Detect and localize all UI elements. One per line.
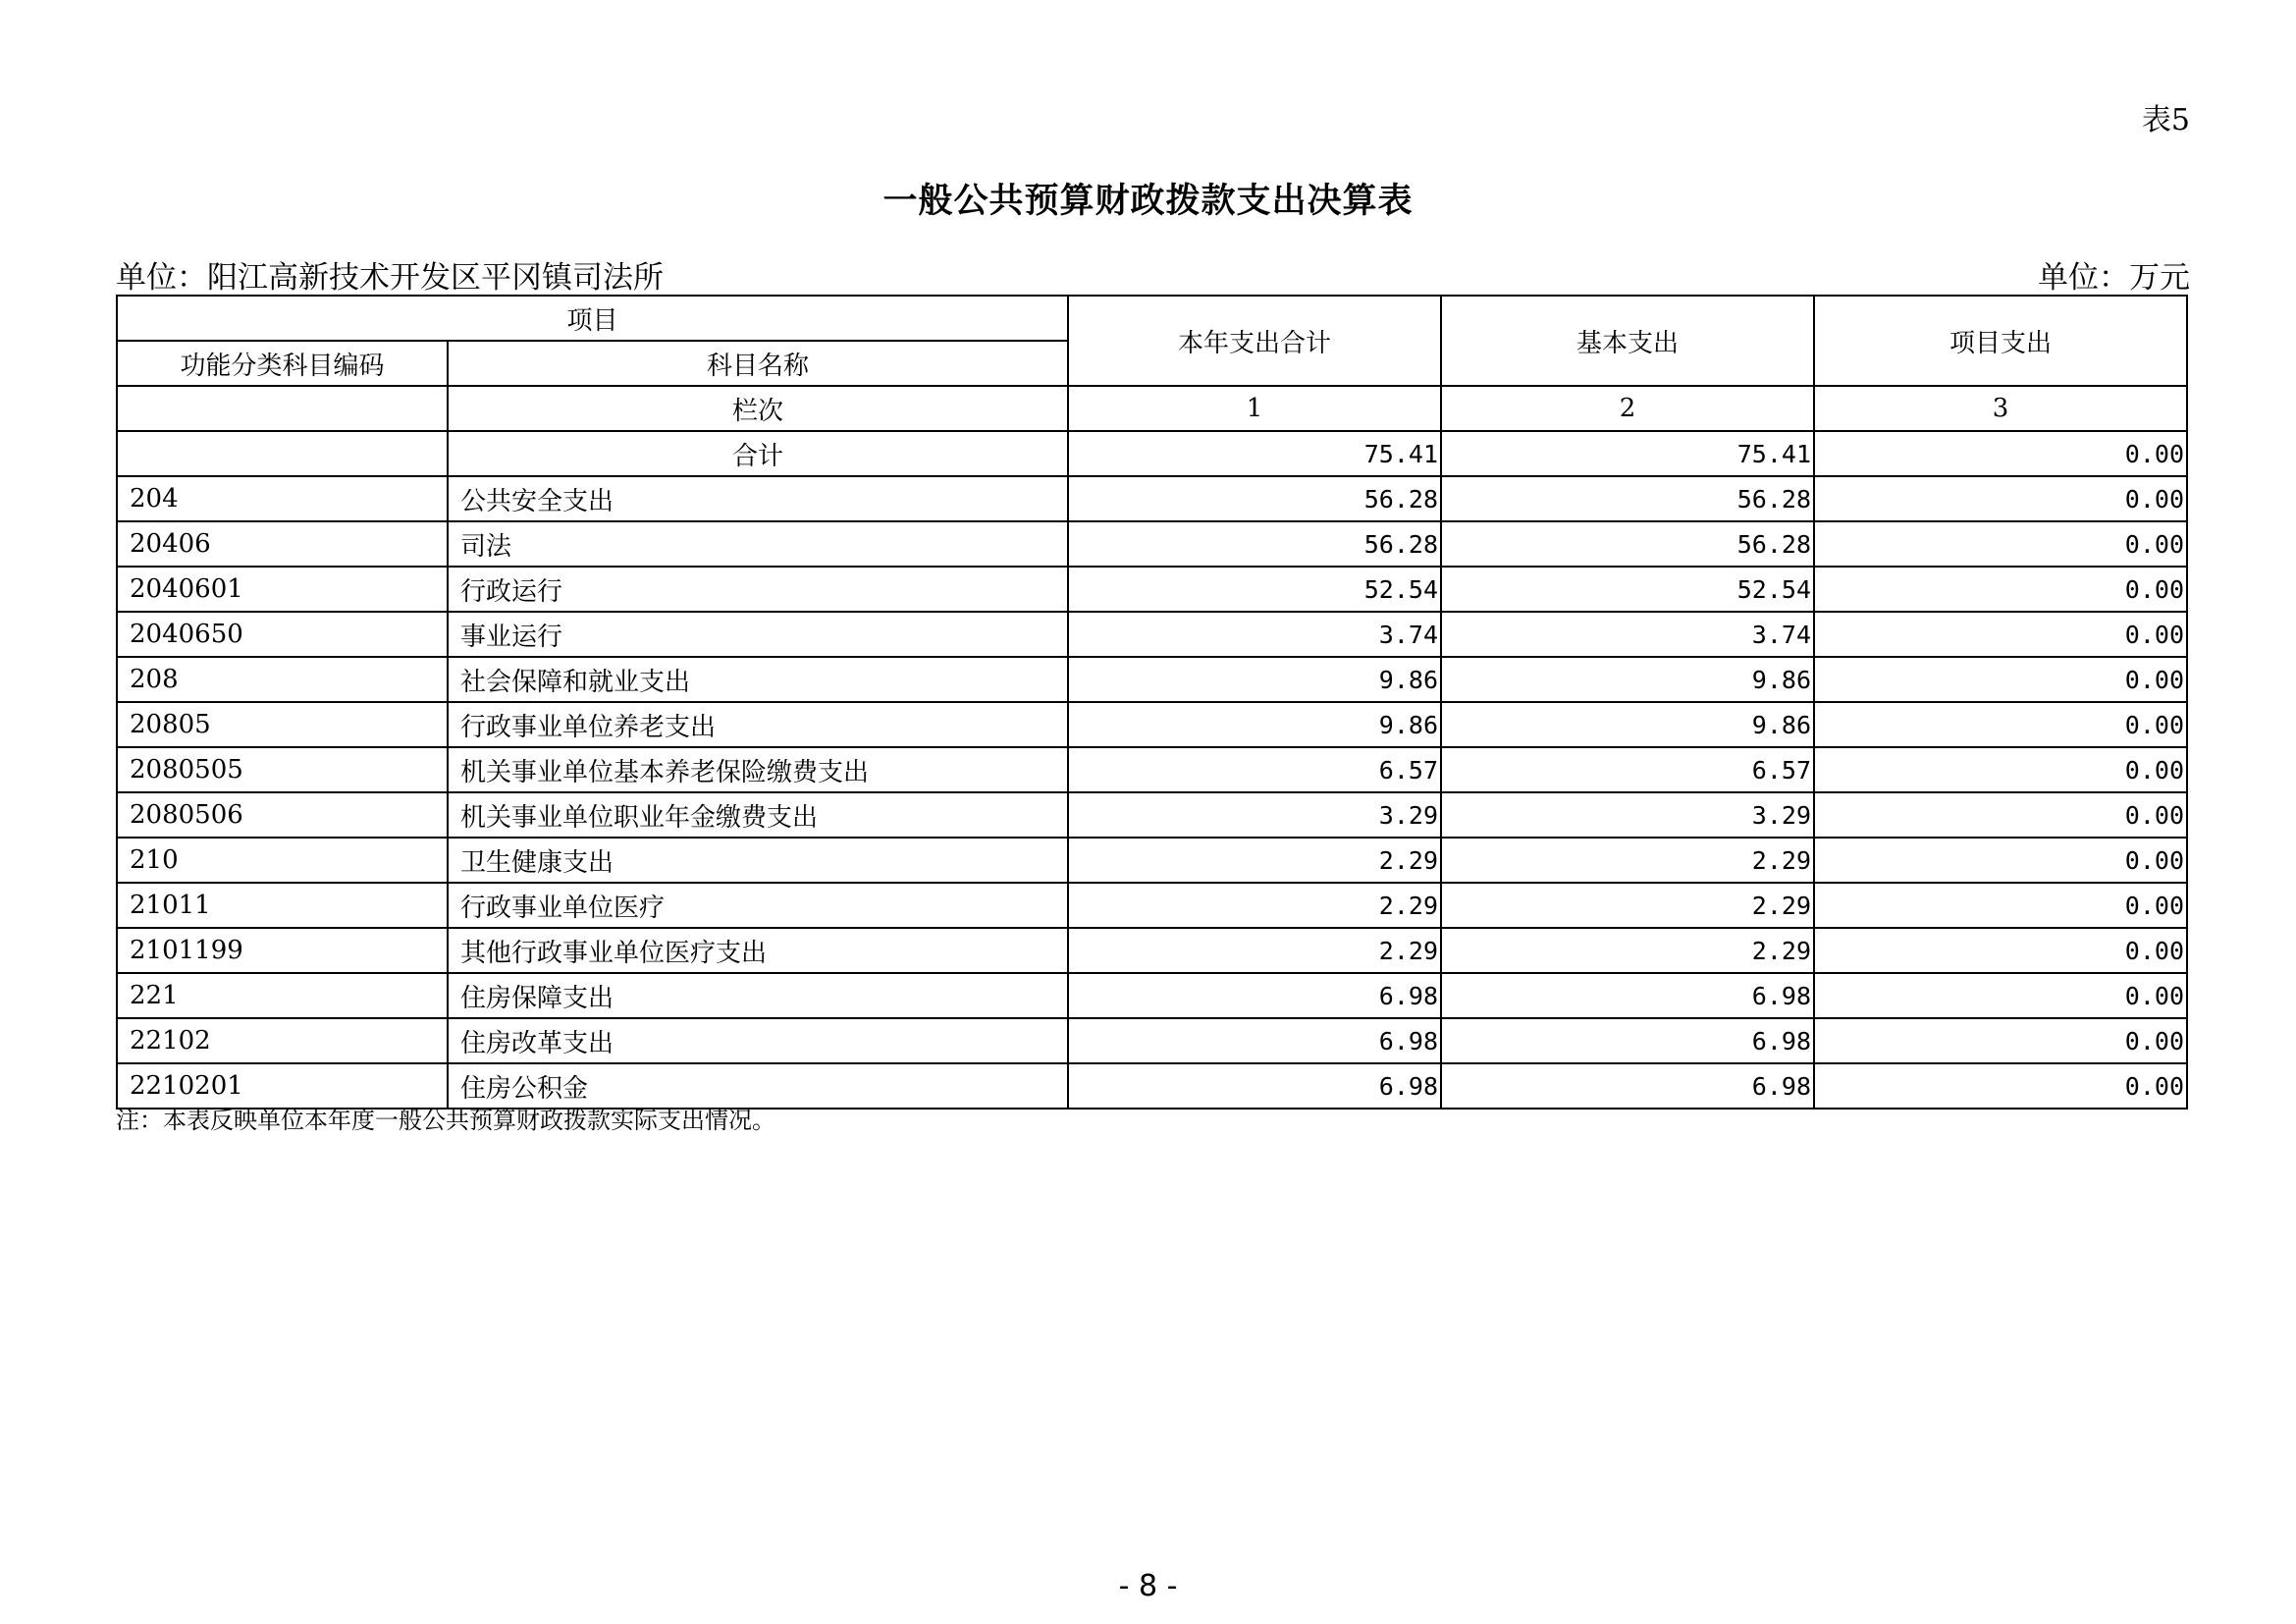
row-name: 住房改革支出: [448, 1018, 1068, 1063]
row-project: 0.00: [1814, 476, 2187, 521]
row-basic: 2.29: [1441, 838, 1814, 883]
total-row: [117, 431, 2187, 476]
row-project: 0.00: [1814, 883, 2187, 928]
row-total: 3.74: [1068, 612, 1441, 657]
row-code: 210: [117, 838, 448, 883]
row-project: 0.00: [1814, 928, 2187, 973]
row-basic: 52.54: [1441, 567, 1814, 612]
row-basic: 56.28: [1441, 476, 1814, 521]
row-total: 9.86: [1068, 702, 1441, 747]
row-total: 52.54: [1068, 567, 1441, 612]
row-name: 住房公积金: [448, 1063, 1068, 1109]
row-code: 2101199: [117, 928, 448, 973]
row-name: 公共安全支出: [448, 476, 1068, 521]
row-basic: 2.29: [1441, 928, 1814, 973]
page-number: - 8 -: [1118, 1569, 1178, 1603]
table-row: [117, 567, 2187, 612]
order-2: 2: [1441, 386, 1814, 431]
row-total: 6.98: [1068, 973, 1441, 1018]
row-basic: 6.98: [1441, 973, 1814, 1018]
header-code: 功能分类科目编码: [117, 341, 448, 386]
total-basic: 75.41: [1441, 431, 1814, 476]
row-code: 2210201: [117, 1063, 448, 1109]
expenditure-table: [116, 295, 2188, 1110]
table-row: [117, 476, 2187, 521]
table-number: 表5: [2141, 103, 2190, 137]
row-basic: 9.86: [1441, 702, 1814, 747]
header-total: 本年支出合计: [1068, 296, 1441, 386]
table-row: [117, 928, 2187, 973]
row-basic: 56.28: [1441, 521, 1814, 567]
order-label: 栏次: [448, 386, 1068, 431]
header-basic: 基本支出: [1441, 296, 1814, 386]
order-row: [117, 386, 2187, 431]
table-row: [117, 1018, 2187, 1063]
row-project: 0.00: [1814, 747, 2187, 792]
table-row: [117, 657, 2187, 702]
row-name: 司法: [448, 521, 1068, 567]
row-code: 208: [117, 657, 448, 702]
row-project: 0.00: [1814, 657, 2187, 702]
row-code: 21011: [117, 883, 448, 928]
row-total: 6.98: [1068, 1063, 1441, 1109]
row-project: 0.00: [1814, 1018, 2187, 1063]
table-row: [117, 612, 2187, 657]
row-total: 9.86: [1068, 657, 1441, 702]
row-code: 2040650: [117, 612, 448, 657]
order-3: 3: [1814, 386, 2187, 431]
row-total: 2.29: [1068, 883, 1441, 928]
row-total: 3.29: [1068, 792, 1441, 838]
order-1: 1: [1068, 386, 1441, 431]
row-code: 2080506: [117, 792, 448, 838]
row-name: 卫生健康支出: [448, 838, 1068, 883]
row-project: 0.00: [1814, 521, 2187, 567]
header-row-1: [117, 296, 2187, 341]
row-basic: 6.57: [1441, 747, 1814, 792]
page-title: 一般公共预算财政拨款支出决算表: [882, 181, 1414, 221]
row-basic: 3.29: [1441, 792, 1814, 838]
table-row: [117, 973, 2187, 1018]
row-name: 行政事业单位养老支出: [448, 702, 1068, 747]
header-project-expense: 项目支出: [1814, 296, 2187, 386]
row-name: 行政运行: [448, 567, 1068, 612]
header-name: 科目名称: [448, 341, 1068, 386]
row-basic: 3.74: [1441, 612, 1814, 657]
row-code: 204: [117, 476, 448, 521]
table-row: [117, 702, 2187, 747]
row-total: 56.28: [1068, 521, 1441, 567]
total-label: 合计: [448, 431, 1068, 476]
total-sum: 75.41: [1068, 431, 1441, 476]
row-name: 社会保障和就业支出: [448, 657, 1068, 702]
row-total: 2.29: [1068, 928, 1441, 973]
row-basic: 2.29: [1441, 883, 1814, 928]
row-project: 0.00: [1814, 1063, 2187, 1109]
row-basic: 6.98: [1441, 1018, 1814, 1063]
table-row: [117, 792, 2187, 838]
row-total: 6.57: [1068, 747, 1441, 792]
row-basic: 9.86: [1441, 657, 1814, 702]
footnote: 注：本表反映单位本年度一般公共预算财政拨款实际支出情况。: [116, 1107, 775, 1134]
row-name: 机关事业单位基本养老保险缴费支出: [448, 747, 1068, 792]
total-project: 0.00: [1814, 431, 2187, 476]
row-total: 2.29: [1068, 838, 1441, 883]
table-row: [117, 747, 2187, 792]
table-row: [117, 838, 2187, 883]
row-name: 住房保障支出: [448, 973, 1068, 1018]
row-name: 事业运行: [448, 612, 1068, 657]
row-basic: 6.98: [1441, 1063, 1814, 1109]
row-code: 2040601: [117, 567, 448, 612]
row-code: 20805: [117, 702, 448, 747]
row-name: 其他行政事业单位医疗支出: [448, 928, 1068, 973]
row-code: 221: [117, 973, 448, 1018]
row-project: 0.00: [1814, 792, 2187, 838]
row-code: 20406: [117, 521, 448, 567]
row-project: 0.00: [1814, 567, 2187, 612]
row-project: 0.00: [1814, 702, 2187, 747]
row-total: 56.28: [1068, 476, 1441, 521]
row-name: 行政事业单位医疗: [448, 883, 1068, 928]
row-code: 22102: [117, 1018, 448, 1063]
row-project: 0.00: [1814, 973, 2187, 1018]
order-empty-cell: [117, 386, 448, 431]
table-row: [117, 521, 2187, 567]
row-project: 0.00: [1814, 612, 2187, 657]
total-empty-cell: [117, 431, 448, 476]
row-name: 机关事业单位职业年金缴费支出: [448, 792, 1068, 838]
row-code: 2080505: [117, 747, 448, 792]
header-project: 项目: [117, 296, 1068, 341]
reporting-unit: 单位：阳江高新技术开发区平冈镇司法所: [116, 260, 664, 296]
currency-unit: 单位：万元: [2038, 260, 2190, 296]
table-row: [117, 883, 2187, 928]
row-total: 6.98: [1068, 1018, 1441, 1063]
row-project: 0.00: [1814, 838, 2187, 883]
